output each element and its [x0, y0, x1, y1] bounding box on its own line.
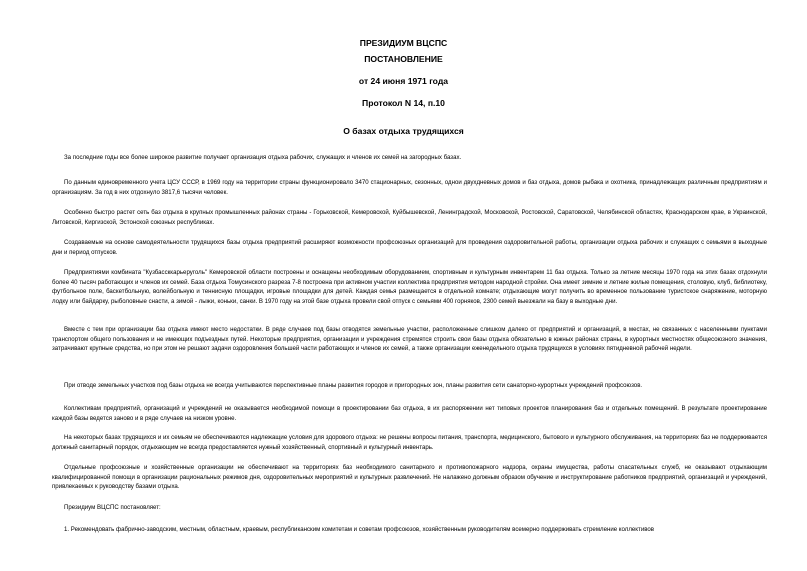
paragraph: На некоторых базах трудящихся и их семьям не обеспечиваются надлежащие условия для здорового отдыха: не решены вопросы питания, транспорта, медицинского, бытового и культурного обслуживания, на территориях баз не поддерживается должный санитарный порядок, отдыхающим не всегда предоставляется нужный хозяйственный, спортивный и культурный инвентарь.	[52, 434, 767, 451]
paragraph: Коллективам предприятий, организаций и учреждений не оказывается необходимой помощи в проектировании баз отдыха, в их распоряжении нет типовых проектов планирования баз и отдельных помещений. В результате проектирование каждой базы ведется заново и в ряде случаев на низком уровне.	[52, 405, 767, 422]
paragraph: Вместе с тем при организации баз отдыха имеют место недостатки. В ряде случаев под базы отводятся земельные участки, расположенные слишком далеко от предприятий и организаций, в местах, не связанных с населенными пунктами транспортом общего пользования и не имеющих подъездных путей. Некоторые предприятия, организации и учреждения стремятся строить свои базы отдыха обязательно в южных районах страны, в курортных местностях общесоюзного значения, затрачивают крупные средства, но при этом не решают задачи оздоровления большей части работающих и членов их семей, а также организации еженедельного отдыха трудящихся в условиях пятидневной рабочей недели.	[52, 326, 767, 353]
document-date: от 24 июня 1971 года	[358, 76, 449, 86]
document-title: О базах отдыха трудящихся	[343, 126, 464, 136]
paragraph: За последние годы все более широкое развитие получает организация отдыха рабочих, служащих и членов их семей на загородных базах.	[64, 154, 462, 161]
document-type-heading: ПОСТАНОВЛЕНИЕ	[364, 54, 443, 64]
protocol-number: Протокол N 14, п.10	[362, 98, 445, 108]
paragraph: Особенно быстро растет сеть баз отдыха в крупных промышленных районах страны - Горьковской, Кемеровской, Куйбышевской, Ленинградской, Московской, Ростовской, Саратовской, Челябинской областях, Краснодарском крае, в Украинской, Литовской, Киргизской, Эстонской союзных республиках.	[52, 209, 767, 226]
paragraph: Отдельные профсоюзные и хозяйственные организации не обеспечивают на территориях баз необходимого санитарного и противопожарного надзора, охраны имущества, работы спасательных служб, не оказывают отдыхающим квалифицированной помощи в организации рациональных режимов дня, оздоровительных мероприятий и культурных развлечений. Не налажено должным образом обучение и инструктирование работников предприятий, организаций и учреждений, привлекаемых к руководству базами отдыха.	[52, 464, 767, 491]
organization-heading: ПРЕЗИДИУМ ВЦСПС	[359, 38, 448, 48]
paragraph: Предприятиями комбината "Кузбассккарьеруголь" Кемеровской области построены и оснащены необходимым оборудованием, спортивным и культурным инвентарем 11 баз отдыха. Только за летние месяцы 1970 года на этих базах отдохнули более 40 тысяч работающих и членов их семей. База отдыха Томусинского разреза 7-8 построена при активном участии коллектива предприятия методом народной стройки. Она имеет зимние и летние жилые помещения, столовую, клуб, библиотеку, футбольное поле, баскетбольную, волейбольную и теннисную площадки, игровые площадки для детей. Каждая семья размещается в отдельной комнате; отдыхающие могут получить во временное пользование туристское снаряжение, моторную лодку или байдарку, рыболовные снасти, а зимой - лыжи, коньки, санки. В 1970 году на этой базе отдыха провели свой отпуск с семьями 400 горняков, 2300 семей выезжали на базу в выходные дни.	[52, 269, 767, 305]
paragraph: По данным единовременного учета ЦСУ СССР, в 1969 году на территории страны функционировало 3470 стационарных, сезонных, однои двухдневных домов и баз отдыха, домов рыбака и охотника, принадлежащих различным предприятиям и организациям. За год в них отдохнуло 3817,6 тысячи человек.	[52, 179, 767, 196]
resolution-item: 1. Рекомендовать фабрично-заводским, местным, областным, краевым, республиканским комитетам и советам профсоюзов, хозяйственным руководителям всемерно поддерживать стремление коллективов	[64, 526, 655, 533]
resolution-intro: Президиум ВЦСПС постановляет:	[64, 504, 161, 511]
paragraph: Создаваемые на основе самодеятельности трудящихся базы отдыха предприятий расширяют возможности профсоюзных организаций для проведения оздоровительной работы, организации отдыха рабочих и служащих с семьями в выходные дни и период отпусков.	[52, 239, 767, 256]
paragraph: При отводе земельных участков под базы отдыха не всегда учитываются перспективные планы развития городов и пригородных зон, планы развития сети санаторно-курортных учреждений профсоюзов.	[64, 382, 643, 389]
